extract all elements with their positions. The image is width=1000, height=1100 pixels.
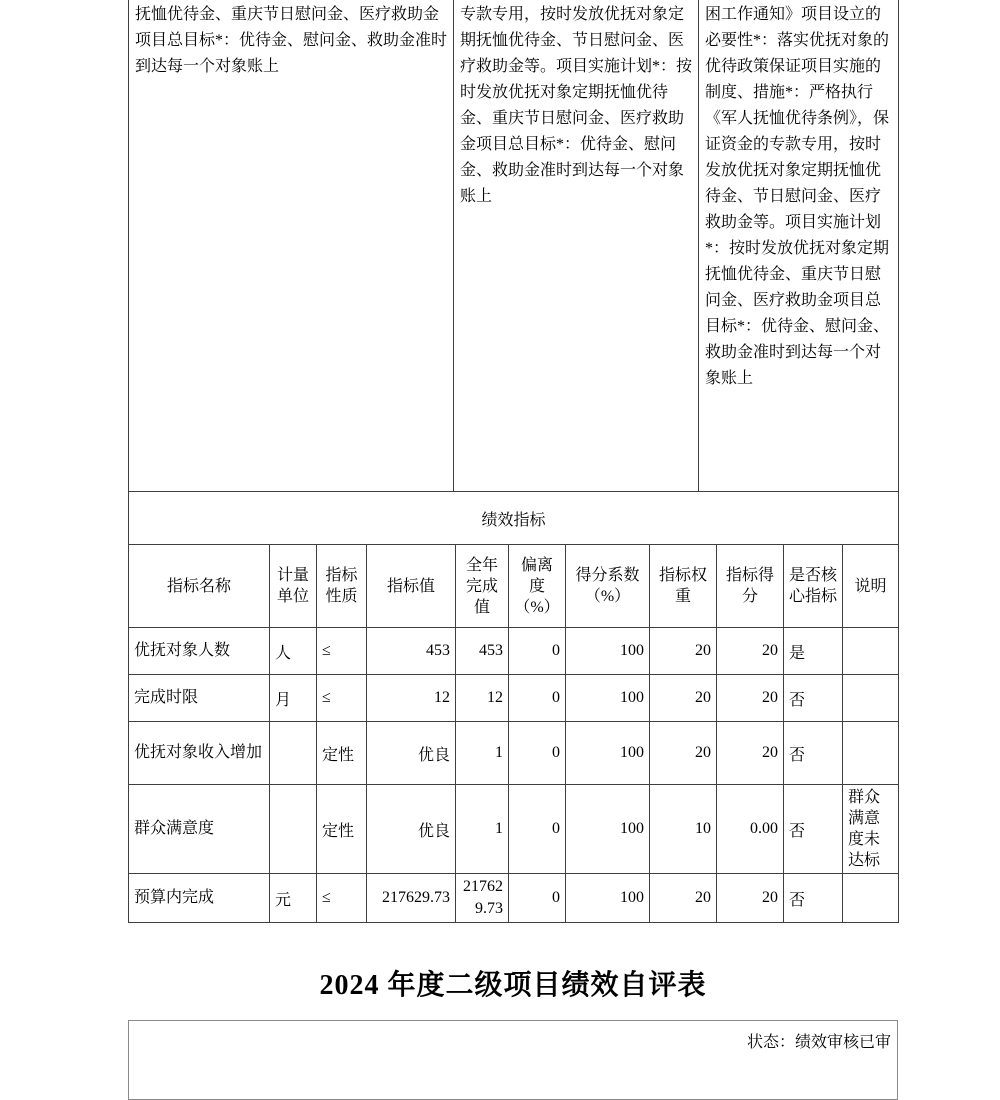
cell-note [843,628,899,675]
cell-name: 优抚对象人数 [129,628,270,675]
cell-note [843,874,899,923]
section-title: 绩效指标 [129,492,899,545]
indicator-row [129,628,899,675]
cell-note [843,675,899,722]
column-header: 指标权重 [650,545,717,628]
cell-unit [270,722,317,785]
cell-deviation: 0 [509,675,566,722]
column-header: 计量单位 [270,545,317,628]
cell-unit: 元 [270,874,317,923]
column-header: 指标值 [367,545,456,628]
cell-core: 否 [784,722,843,785]
cell-deviation: 0 [509,785,566,874]
cell-completed: 1 [456,722,509,785]
column-header: 偏离度（%） [509,545,566,628]
cell-score: 20 [717,722,784,785]
indicator-rows [129,628,899,923]
cell-target: 优良 [367,785,456,874]
cell-nature: ≤ [317,675,367,722]
cell-name: 完成时限 [129,675,270,722]
cell-score: 0.00 [717,785,784,874]
indicators-table [128,491,899,923]
cell-score_coef: 100 [566,785,650,874]
cell-score_coef: 100 [566,722,650,785]
cell-core: 否 [784,785,843,874]
indicator-row [129,874,899,923]
cell-score: 20 [717,874,784,923]
column-header: 是否核心指标 [784,545,843,628]
indicators-header-row [129,545,899,628]
column-header: 全年完成值 [456,545,509,628]
implementation-plan-cell: 专款专用，按时发放优抚对象定期抚恤优待金、节日慰问金、医疗救助金等。项目实施计划*：按时发放优抚对象定期抚恤优待金、重庆节日慰问金、医疗救助金项目总目标*：优待金、慰问金、救助金准时到达每一个对象账上 [454,0,699,491]
cell-target: 12 [367,675,456,722]
indicator-row [129,675,899,722]
cell-note: 群众满意度未达标 [843,785,899,874]
cell-deviation: 0 [509,722,566,785]
cell-name: 预算内完成 [129,874,270,923]
cell-nature: ≤ [317,628,367,675]
page-title: 2024 年度二级项目绩效自评表 [319,970,707,1001]
cell-weight: 20 [650,722,717,785]
cell-target: 优良 [367,722,456,785]
cell-deviation: 0 [509,628,566,675]
indicator-row [129,785,899,874]
cell-unit: 人 [270,628,317,675]
column-header: 说明 [843,545,899,628]
cell-name: 群众满意度 [129,785,270,874]
cell-completed: 12 [456,675,509,722]
cell-weight: 20 [650,628,717,675]
cell-name: 优抚对象收入增加 [129,722,270,785]
cell-completed: 453 [456,628,509,675]
cell-nature: ≤ [317,874,367,923]
indicator-row [129,722,899,785]
cell-score_coef: 100 [566,874,650,923]
cell-target: 453 [367,628,456,675]
cell-unit: 月 [270,675,317,722]
section-title-row [129,492,899,545]
cell-weight: 20 [650,675,717,722]
column-header: 得分系数（%） [566,545,650,628]
cell-score: 20 [717,675,784,722]
cell-note [843,722,899,785]
cell-completed: 217629.73 [456,874,509,923]
cell-weight: 10 [650,785,717,874]
column-header: 指标名称 [129,545,270,628]
column-header: 指标性质 [317,545,367,628]
cell-score: 20 [717,628,784,675]
cell-core: 否 [784,675,843,722]
cell-deviation: 0 [509,874,566,923]
next-table-box [128,1020,898,1100]
cell-completed: 1 [456,785,509,874]
cell-unit [270,785,317,874]
cell-nature: 定性 [317,722,367,785]
continuation-table [128,0,899,492]
cell-nature: 定性 [317,785,367,874]
cell-score_coef: 100 [566,675,650,722]
project-goal-cell: 抚恤优待金、重庆节日慰问金、医疗救助金项目总目标*：优待金、慰问金、救助金准时到达每一个对象账上 [129,0,454,491]
continuation-row [129,0,899,491]
necessity-measures-cell: 困工作通知》项目设立的必要性*：落实优抚对象的优待政策保证项目实施的制度、措施*：严格执行《军人抚恤优待条例》，保证资金的专款专用，按时发放优抚对象定期抚恤优待金、节日慰问金、医疗救助金等。项目实施计划*：按时发放优抚对象定期抚恤优待金、重庆节日慰问金、医疗救助金项目总目标*：优待金、慰问金、救助金准时到达每一个对象账上 [699,0,899,491]
cell-core: 否 [784,874,843,923]
cell-target: 217629.73 [367,874,456,923]
status-text: 状态：绩效审核已审 [746,1034,891,1051]
column-header: 指标得分 [717,545,784,628]
cell-score_coef: 100 [566,628,650,675]
cell-weight: 20 [650,874,717,923]
cell-core: 是 [784,628,843,675]
